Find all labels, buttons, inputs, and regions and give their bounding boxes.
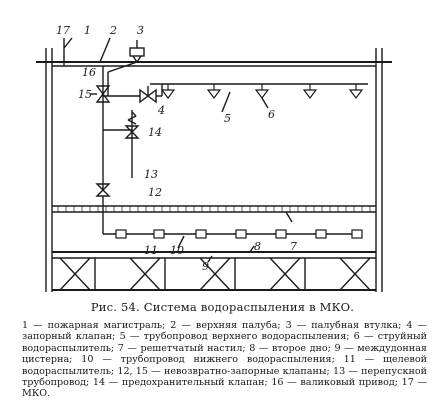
- jet-sprayers: [162, 84, 362, 98]
- shutoff-valve: [140, 90, 148, 102]
- label-15: 15: [78, 88, 92, 101]
- grating-hatch: [58, 206, 370, 212]
- label-3: 3: [137, 24, 144, 37]
- label-7: 7: [290, 240, 297, 253]
- legend-item: 11 — щелевой водораспылитель;: [22, 354, 427, 377]
- legend: [22, 320, 427, 400]
- legend-item: 14 — предохранительный клапан;: [92, 377, 272, 389]
- valve-drive: [108, 62, 137, 72]
- label-6: 6: [268, 108, 275, 121]
- label-14: 14: [148, 126, 162, 139]
- legend-item: 1 — пожарная магистраль;: [22, 320, 171, 331]
- label-4: 4: [158, 104, 165, 117]
- legend-item: 17 — МКО.: [22, 377, 427, 400]
- legend-item: 9 — междудонная цистерна;: [22, 342, 427, 366]
- label-10: 10: [170, 244, 184, 257]
- label-12: 12: [148, 186, 162, 199]
- legend-item: 7 — решетчатый настил;: [117, 342, 250, 354]
- legend-item: 16 — валиковый привод;: [271, 377, 402, 389]
- legend-item: 6 — струйный водораспылитель;: [22, 331, 427, 354]
- label-1: 1: [84, 24, 91, 37]
- label-2: 2: [110, 24, 117, 37]
- figure-caption: Рис. 54. Система водораспыления в МКО.: [90, 300, 355, 314]
- legend-item: 3 — палубная втулка;: [285, 320, 407, 331]
- legend-item: 2 — верхняя палуба;: [170, 320, 286, 331]
- legend-item: 13 — перепускной трубопровод;: [22, 365, 428, 389]
- label-5: 5: [224, 112, 231, 125]
- legend-item: 8 — второе дно;: [249, 342, 335, 354]
- legend-item: 5 — трубопровод верхнего водораспыления;: [119, 331, 354, 343]
- legend-item: 4 — запорный клапан;: [22, 320, 428, 343]
- legend-item: 10 — трубопровод нижнего водораспыления;: [81, 354, 344, 366]
- label-8: 8: [254, 240, 261, 253]
- label-9: 9: [202, 260, 209, 273]
- label-13: 13: [144, 168, 158, 181]
- legend-item: 12, 15 — невозвратно-запорные клапаны;: [117, 365, 333, 377]
- label-11: 11: [144, 244, 158, 257]
- label-17: 17: [56, 24, 70, 37]
- deck-bushing: [130, 48, 144, 56]
- label-16: 16: [82, 66, 96, 79]
